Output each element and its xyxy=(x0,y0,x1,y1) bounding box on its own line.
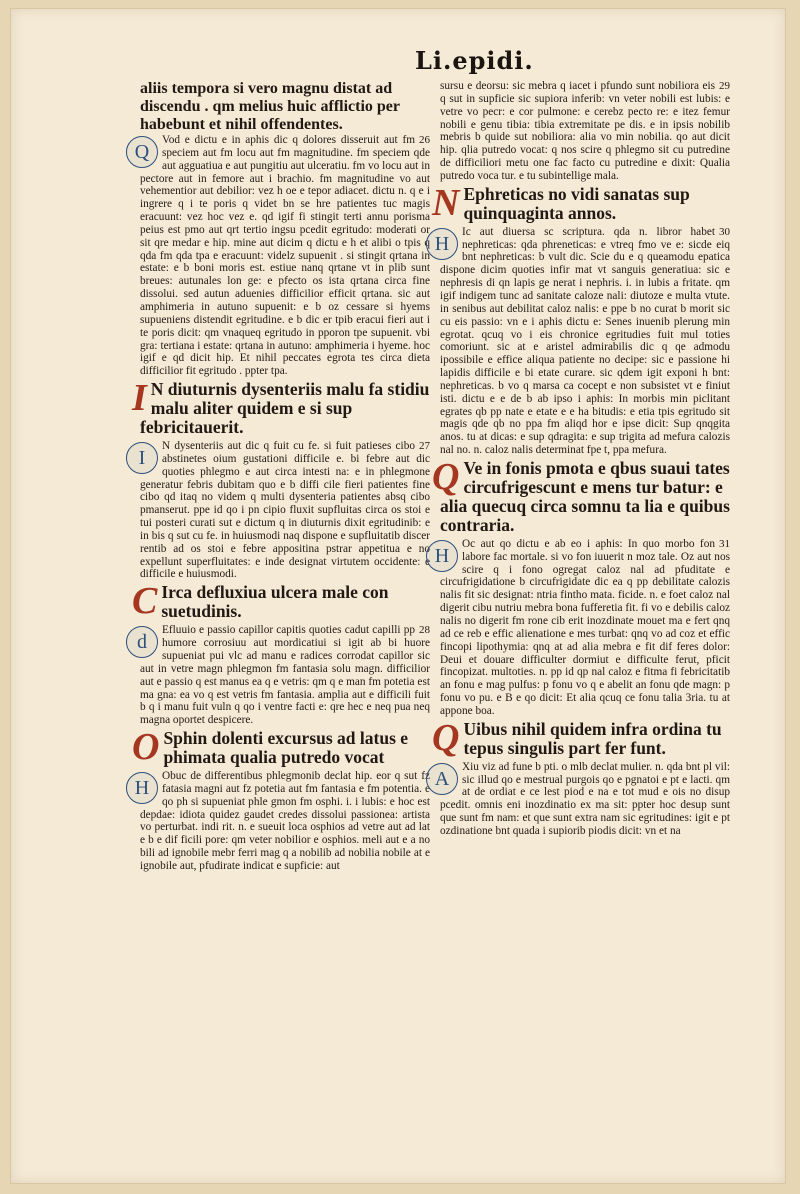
heading-text: Ve in fonis pmota e qbus suaui tates circufrigescunt e mens tur batur: e alia quecuq circa somnu ta lia e quibus contraria. xyxy=(440,457,730,535)
heading-text: Irca defluxiua ulcera male con suetudinis. xyxy=(161,582,389,622)
section-number: 26 xyxy=(419,134,430,146)
right-heading-1 xyxy=(432,181,730,224)
drop-capital: d xyxy=(126,626,158,658)
right-paragraph-1 xyxy=(434,225,730,457)
right-paragraph-3 xyxy=(434,760,730,838)
left-paragraph-2 xyxy=(140,440,430,581)
left-heading-2 xyxy=(132,580,430,623)
drop-capital: H xyxy=(426,228,458,260)
heading-text: Uibus nihil quidem infra ordina tu tepus singulis part fer funt. xyxy=(463,718,722,758)
paragraph-text: Xiu viz ad fune b pti. o mlb declat mulier. n. qda bnt pl vil: sic illud qo e mestrual purgois qo e pgnatoi e pt e lacti. qm at de ordiat e ce lest piod e na e tot mud e ois no disup pcedit. omnis eni inozdinatio ex ma sit: ppter hoc desup sunt que sunt fm nam: et que sunt extra nam sic egritudines: igit e pt ozdinatione bnt quada i supiorib piodis dicit: vn et na xyxy=(440,760,730,837)
right-paragraph-2 xyxy=(434,537,730,718)
section-number: 28 xyxy=(419,624,430,637)
paragraph-text: N dysenteriis aut dic q fuit cu fe. si fuit patieses cibo abstinetes oium gustationi difficile e. bi febre aut dic quoties phlegmo e aut circa intesti na: e in phlegmone generatur febris dubitam quo e b diffi cile fieri patientes fine cibo qd itaq no videm q multi dysenteria patientes absq cibo pmanserut. ppe id qo i pn cipio fluxit supfluitas circa os stoi e tui posteri curati sut e dictum q in diuturnis dixit egritudinib: e in bis q sut cu fe. in huiusmodi naq dispone e supfluitatib discer rentib ad os stoi e febre appositina pstrar appetitua e no expellunt superfluitates: e inde designat virtutem occidente: e difficile e huiusmodi. xyxy=(140,440,430,581)
section-number: 31 xyxy=(719,537,730,550)
heading-text: Sphin dolenti excursus ad latus e phimata qualia putredo vocat xyxy=(163,728,409,768)
paragraph-text: Efluuio e passio capillor capitis quoties cadut capilli pp humore corrosiuu aut mordicatiui si igit ab bi huore supueniat pui vlc ad manu e radices corrodat capillor sic aut in vetre magn phlegmon fm fantasia solu magn. difficilior aut e passio q est manus ea q e vetris: qm q e man fm potetia est ma gna: ea vo q est vetris fm fantasia. amplia aut e difficili fuit b q i manu fuit vuln q qo i ventre facti e: qre hec e neq pua neq magna oportet despicere. xyxy=(140,624,430,727)
heading-initial: O xyxy=(132,726,160,769)
drop-capital: H xyxy=(426,540,458,572)
right-column xyxy=(432,80,730,840)
drop-capital: H xyxy=(126,772,158,804)
left-opening-text: aliis tempora si vero magnu distat ad discendu . qm melius huic afflictio per habebunt et nihil offendentes. xyxy=(140,80,400,133)
heading-initial: Q xyxy=(432,455,460,498)
paragraph-text: sursu e deorsu: sic mebra q iacet i pfundo sunt nobiliora eis q sut in supficie sic supiora inferib: vn veter nobili est lubis: e vetre vo pecr: e cor pulmone: e cerebz pecto re: e itez femur nobili e genu tibia: tibia extremitate pe dis. e in ipsis nobilib mebris b quide sut nobiliora: alia vo min nobilia. qo aut dicit hip. qlia putredo vocat: q nos scire q phlegmo sit cu putredine de difficiliori metu one fac facto cu putredine e dixit: Qualia putredo voca tur. e tu subintellige mala. xyxy=(440,80,730,182)
right-opening-paragraph xyxy=(440,80,730,183)
left-paragraph-1 xyxy=(134,134,430,378)
left-heading-3 xyxy=(132,726,430,769)
paragraph-text: Vod e dictu e in aphis dic q dolores disseruit aut fm speciem aut fm locu aut fm magnitudine. fm speciem qde aut agguatiua e aut pungitiu aut ulceratiu. fm vo locu aut in pectore aut in femore aut i brachio. fm magnitudine vo aut vehementior aut debilior: vez h oe e tepor adiacet. dictu n. q e i ingrere q i te poris q videt bn se hre patientes tuc magis eracuunt: vez hoc vez e. qd igif fi stingit terti annu porisma peius est pmo aut qrt tertio ingsu pcedit egritudo: moderati or sit qre medar e hip. mine aut dicim q dictu e h et alibi o tpis q qda fm qda tpa e eracuunt: videlz supuenit . si stingit qrtana in estate: e b boni moris est. estiue nanq qrtane vt in plib sunt breues: autunales lon ge: e pfecto os ista qrtana circa fine dissolui. sed autun aduenies difficilior efficit qrtana. sic aut amphimeria in autuno supuenit: e b oz cessare si hyems supueniens distendit egritudine. e b dic er tpib eracui fieri aut i te poris dicit: qm vnaqueq egritudo in pporon tpe supuenit. vbi gra: tertiana i estate: qrtana in autuno: amphimeria i hyeme. hoc igif e qd dicit hip. Et nihil peccates egrota tes circa dieta difficilior fit egritudo . ppter tpa. xyxy=(140,134,430,378)
section-number: 30 xyxy=(719,225,730,238)
right-heading-3 xyxy=(432,716,730,759)
paragraph-text: Obuc de differentibus phlegmonib declat hip. eor q sut fz fatasia magni aut fz potetia aut fm fantasia e fm potentia. e qo ph si supueniat phle gmon fm osphi. i. i lubis: e hoc est depdae: idiota quidez gaudet credes dissolui passionea: artista vo perturbat. indi rit. n. e sueuit loca osphios ad vetre aut ad lat e b e dif ficili pore: qm veter nobilior e osphios. meli aut e a no bili ad ignobile mebr ferri mag q a nobilib ad nobilia nobile at e ignobile aut, pfudirate indicat e supficie: aut xyxy=(140,770,430,872)
heading-text: Ephreticas no vidi sanatas sup quinquaginta annos. xyxy=(463,183,690,223)
section-number: 27 xyxy=(419,440,430,453)
left-paragraph-3 xyxy=(137,624,430,727)
heading-text: N diuturnis dysenteriis malu fa stidiu malu aliter quidem e si sup febricitauerit. xyxy=(140,379,430,438)
heading-initial: C xyxy=(132,580,158,623)
page-header: Li.epidi. xyxy=(415,46,534,75)
left-paragraph-4 xyxy=(134,770,430,873)
drop-capital: I xyxy=(126,442,158,474)
section-number: 29 xyxy=(719,80,730,92)
left-column xyxy=(132,80,430,875)
drop-capital: A xyxy=(426,763,458,795)
heading-initial: Q xyxy=(432,716,460,759)
heading-initial: N xyxy=(432,181,460,224)
left-heading-1 xyxy=(132,377,430,438)
drop-capital: Q xyxy=(126,136,158,168)
paragraph-text: Ic aut diuersa sc scriptura. qda n. libror habet nephreticas: qda phreneticas: e vtreq fmo ve e: sicde eiq bnt nephreticas: b vult dic. Scie du e q queamodu epatica dispone dicim quoties infir mat vt sanguis generatiua: sic e nephresis di qn lapis ge nerat i nephris. i. in lubis a fritate. qm igif indigem tunc ad sanitate caloze nali: diutoze e multa vtute. in senibus aut debilitat caloz nalis: e ppe b no curat b morit sic cu eis passio: vn e i aphis dictu e: Senes inuenib plerung min egrotat. qcuq vo i eis chronice egritudies fuit mul toties comoriunt. sic at e aristel admirabilis dic q qe admodu ipossibile e effice aliqua patiente no decipe: sic e passione hi lapidis difficile e bi etate curare. sic qdem igit exponi h bnt: nephreticas. b vo q marsa ca cocept e non subsistet vt e finiut isti. dictu e e de b ab ipso i aphis: In morbis min piclitant egrates qb pp nate e etate e e ha bitudis: e etia tpis egritudo sit magis qde qb no ppa fm aliqd hor e ipse dicit: Sup qnqgita anos. tu at dicas: e sup qdragita: e sup trigita ad mefura calozis nal no. n. caloz nalis determinat fpe t, ppa mefura. xyxy=(440,225,730,457)
heading-initial: I xyxy=(132,377,147,420)
paragraph-text: Oc aut qo dictu e ab eo i aphis: In quo morbo fon labore fac mortale. si vo fon iuuerit n moz tale. Oz aut nos scire q i fono ogregat caloz nal ad pfuditate e circufrigidatione b circufrigidate dic ea q pp debilitate calozis nalis fit sic designat: ntria fintho mata. ficide. n. e foet caloz nal digerit cibu nutriu mebra bona fufferetia fit. fi vo e debilis caloz nalis no digerit fm rone cib erit inozdinate mouet ma e fert qnq ad ce reb e effic alienatione e mes turbat: qnq vo ad coz et effic fincopi lipothymia: qnq at ad alia mebra e fit dif feres dolor: Deui et douare difficulter dormiut e difficulte ferut, pficit fincopizat. multoties. n. pp id qp nal caloz e fitma fi febricitatib an fonu e mag pulfus: p fonu vo q e abelit an fonu qde magn: p fonu vo pu. e B e qo dicit: Et alia qcuq ce fonu talia 3ria. tu at appone boa. xyxy=(440,537,730,717)
right-heading-2 xyxy=(432,455,730,535)
